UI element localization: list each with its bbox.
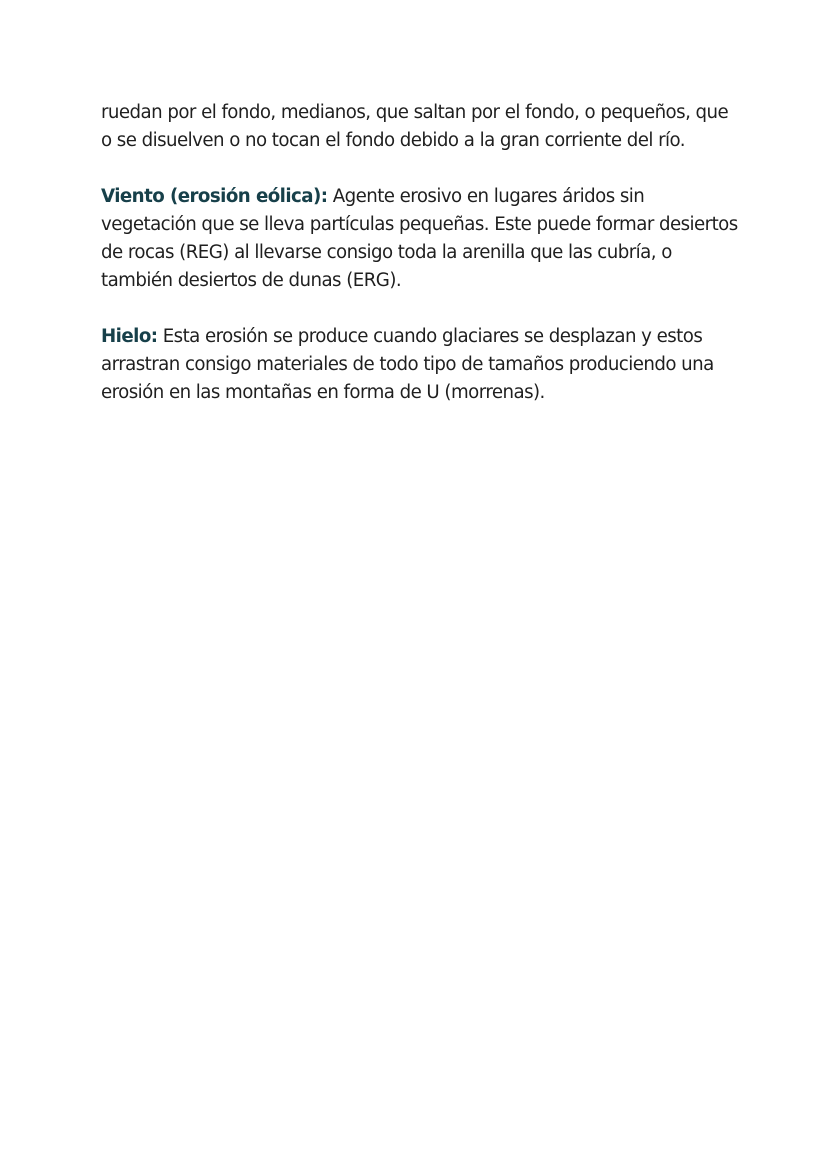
paragraph-text: ruedan por el fondo, medianos, que saltan por el fondo, o pequeños, que o se disuelven o no tocan el fondo debido a la gran corriente del río.: [101, 102, 729, 151]
paragraph-wind-erosion: [101, 183, 741, 295]
paragraph-text: Esta erosión se produce cuando glaciares se desplazan y estos arrastran consigo materiales de todo tipo de tamaños produciendo una erosión en las montañas en forma de U (morrenas).: [101, 326, 714, 403]
paragraph-text: Agente erosivo en lugares áridos sin vegetación que se lleva partículas pequeñas. Este puede formar desiertos de rocas (REG) al llevarse consigo toda la arenilla que las cubría, o también desiertos de dunas (ERG).: [101, 186, 738, 291]
document-page: [101, 99, 741, 435]
paragraph-river-sediments: [101, 99, 741, 155]
term-heading: Viento (erosión eólica):: [101, 186, 328, 207]
paragraph-ice-erosion: [101, 323, 741, 407]
term-heading: Hielo:: [101, 326, 158, 347]
